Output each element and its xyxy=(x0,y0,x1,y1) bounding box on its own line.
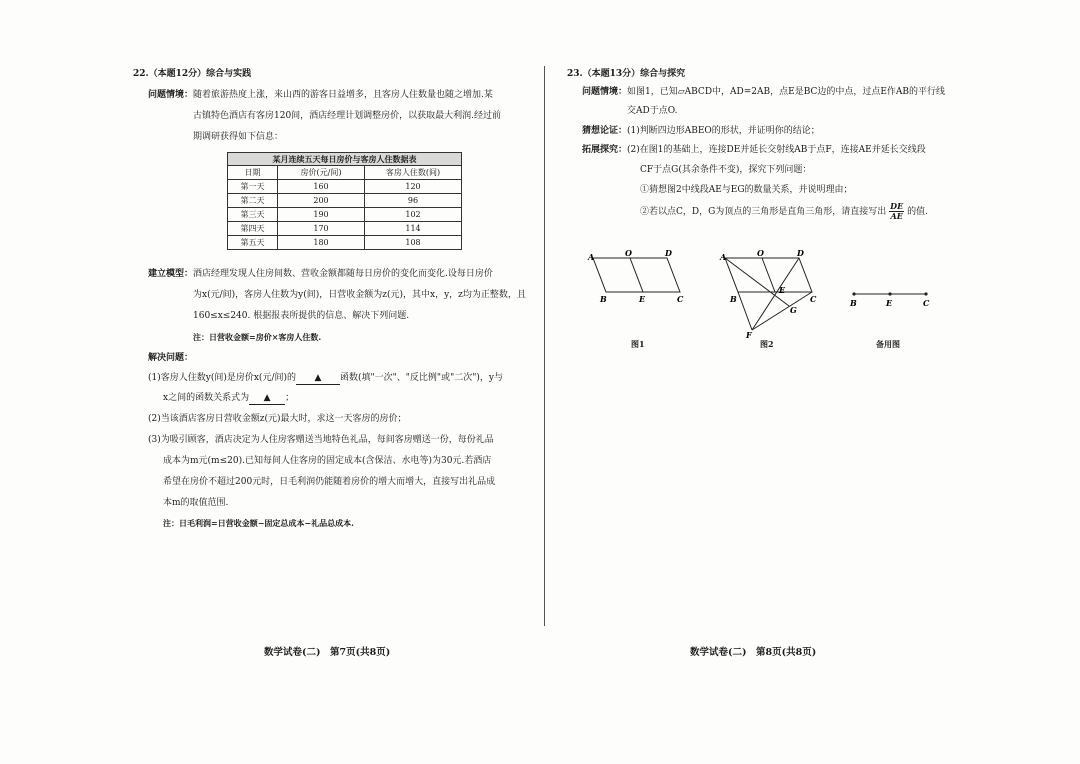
fig2-label-o: O xyxy=(757,248,764,258)
table-cell: 第一天 xyxy=(228,180,278,194)
q22-part1-text-c: x之间的函数关系式为 xyxy=(163,393,250,403)
q22-part1-line2 xyxy=(163,392,294,405)
fraction-numerator: DE xyxy=(890,201,904,211)
fig1-label-e: E xyxy=(639,294,646,304)
q22-situation-label: 问题情境： xyxy=(148,90,194,100)
fig3-label-b: B xyxy=(850,298,857,308)
fig2-label-e: E xyxy=(779,285,786,295)
table-row xyxy=(228,236,462,250)
q22-part3-note: 注：日毛利润=日营收金额−固定总成本−礼品总成本. xyxy=(163,518,354,528)
table-cell: 第四天 xyxy=(228,222,278,236)
table-row xyxy=(228,208,462,222)
q22-part3-line3: 希望在房价不超过200元时，日毛利润仍能随着房价的增大而增大，直接写出礼品成 xyxy=(163,477,496,487)
q22-part1-text-b: 函数(填"一次"、"反比例"或"二次")，y与 xyxy=(340,373,503,383)
table-cell: 第二天 xyxy=(228,194,278,208)
q23-guess-label: 猜想论证： xyxy=(582,126,628,136)
fig2-label-c: C xyxy=(810,294,817,304)
q22-part1-line1 xyxy=(148,372,503,385)
table-header-row xyxy=(228,166,462,180)
q22-part3-line1: (3)为吸引顾客，酒店决定为人住房客赠送当地特色礼品，每间客房赠送一份，每份礼品 xyxy=(148,435,494,445)
table-row xyxy=(228,222,462,236)
figure-1-parallelogram xyxy=(580,248,690,308)
fig1-label-a: A xyxy=(588,252,595,262)
figure-backup-segment xyxy=(845,290,935,314)
q23-situation-line-1: 如图1，已知▱ABCD中，AD=2AB，点E是BC边的中点，过点E作AB的平行线 xyxy=(627,87,946,97)
table-header-cell: 日期 xyxy=(228,166,278,180)
q22-situation-line-2: 古镇特色酒店有客房120间，酒店经理计划调整房价，以获取最大利润.经过前 xyxy=(193,111,502,121)
q23-situation-label: 问题情境： xyxy=(582,87,628,97)
backup-figure-caption: 备用图 xyxy=(876,339,900,349)
q23-sub2-text-b: 的值. xyxy=(907,207,928,217)
fig2-label-b: B xyxy=(730,294,737,304)
answer-blank-1 xyxy=(296,372,340,385)
figure-2-caption: 图2 xyxy=(760,339,774,349)
q22-part3-line2: 成本为m元(m≤20).已知每间人住客房的固定成本(含保洁、水电等)为30元.若酒店 xyxy=(163,456,492,466)
fraction-de-over-ae xyxy=(889,202,904,221)
q22-model-line-2: 为x(元/间)，客房人住数为y(间)，日营收金额为z(元)，其中x，y，z均为正整数，且 xyxy=(193,290,526,300)
table-cell: 170 xyxy=(278,222,365,236)
table-cell: 120 xyxy=(365,180,462,194)
figure-1-caption: 图1 xyxy=(631,339,645,349)
q22-model-line-1: 酒店经理发现人住房间数、营收金额都随每日房价的变化而变化.设每日房价 xyxy=(193,269,493,279)
ray-ab-extension xyxy=(738,292,752,330)
page-divider xyxy=(544,66,545,626)
table-cell: 第五天 xyxy=(228,236,278,250)
fig3-label-c: C xyxy=(923,298,930,308)
fig2-label-a: A xyxy=(720,252,727,262)
table-cell: 114 xyxy=(365,222,462,236)
q23-situation-line-2: 交AD于点O. xyxy=(627,106,678,116)
q23-guess-text: (1)判断四边形ABEO的形状，并证明你的结论； xyxy=(627,126,820,136)
q22-situation-line-3: 期调研获得如下信息： xyxy=(193,132,284,142)
q23-heading: 23.（本题13分）综合与探究 xyxy=(567,69,686,79)
point-b xyxy=(852,292,855,295)
fig1-label-c: C xyxy=(677,294,684,304)
table-cell: 108 xyxy=(365,236,462,250)
q22-situation-line-1: 随着旅游热度上涨，来山西的游客日益增多，且客房人住数量也随之增加.某 xyxy=(193,90,493,100)
answer-blank-2 xyxy=(249,392,285,405)
blank-marker: ▲ xyxy=(263,393,271,403)
q22-part1-text-a: (1)客房人住数y(间)是房价x(元/间)的 xyxy=(148,373,296,383)
q22-model-line-3: 160≤x≤240. 根据报表所提供的信息、解决下列问题. xyxy=(193,311,410,321)
table-cell: 200 xyxy=(278,194,365,208)
q22-part2: (2)当该酒店客房日营收金额z(元)最大时，求这一天客房的房价； xyxy=(148,414,407,424)
q23-sub2-text-a: ②若以点C，D，G为顶点的三角形是直角三角形，请直接写出 xyxy=(640,207,887,217)
fig1-label-d: D xyxy=(665,248,672,258)
table-row xyxy=(228,180,462,194)
q23-explore-label: 拓展探究： xyxy=(582,145,628,155)
q22-model-note: 注：日营收金额=房价×客房人住数. xyxy=(193,332,322,342)
figure-2-construction xyxy=(712,248,832,340)
segment-df xyxy=(752,258,799,330)
fig2-label-d: D xyxy=(797,248,804,258)
table-row xyxy=(228,194,462,208)
fig2-label-f: F xyxy=(746,330,752,340)
price-occupancy-table xyxy=(227,152,462,250)
q22-solve-label: 解决问题： xyxy=(148,353,194,363)
page-footer-right: 数学试卷(二) 第8页(共8页) xyxy=(690,647,817,658)
q23-sub-question-1: ①猜想图2中线段AE与EG的数量关系，并说明理由； xyxy=(640,185,853,195)
q22-heading: 22.（本题12分）综合与实践 xyxy=(133,69,252,79)
segment-oe xyxy=(630,258,643,292)
fig2-label-g: G xyxy=(790,305,797,315)
table-cell: 180 xyxy=(278,236,365,250)
table-header-cell: 客房人住数(间) xyxy=(365,166,462,180)
point-c xyxy=(924,292,927,295)
segment-cf xyxy=(752,292,812,330)
q22-model-label: 建立模型： xyxy=(148,269,194,279)
table-cell: 第三天 xyxy=(228,208,278,222)
table-cell: 96 xyxy=(365,194,462,208)
fig1-label-b: B xyxy=(600,294,607,304)
table-header-cell: 房价(元/间) xyxy=(278,166,365,180)
page-footer-left: 数学试卷(二) 第7页(共8页) xyxy=(264,647,391,658)
point-e xyxy=(888,292,891,295)
blank-marker: ▲ xyxy=(314,373,322,383)
fig1-label-o: O xyxy=(625,248,632,258)
q23-sub-question-2 xyxy=(640,201,928,223)
table-cell: 102 xyxy=(365,208,462,222)
q23-explore-line-1: (2)在图1的基础上，连接DE并延长交射线AB于点F，连接AE并延长交线段 xyxy=(627,145,926,155)
fig3-label-e: E xyxy=(886,298,893,308)
q22-part3-line4: 本m的取值范围. xyxy=(163,498,229,508)
table-cell: 190 xyxy=(278,208,365,222)
q23-explore-line-2: CF于点G(其余条件不变)，探究下列问题： xyxy=(640,165,812,175)
table-caption: 某月连续五天每日房价与客房人住数据表 xyxy=(228,153,462,166)
fraction-denominator: AE xyxy=(890,211,903,221)
table-cell: 160 xyxy=(278,180,365,194)
q22-part1-text-d: ； xyxy=(285,393,295,403)
